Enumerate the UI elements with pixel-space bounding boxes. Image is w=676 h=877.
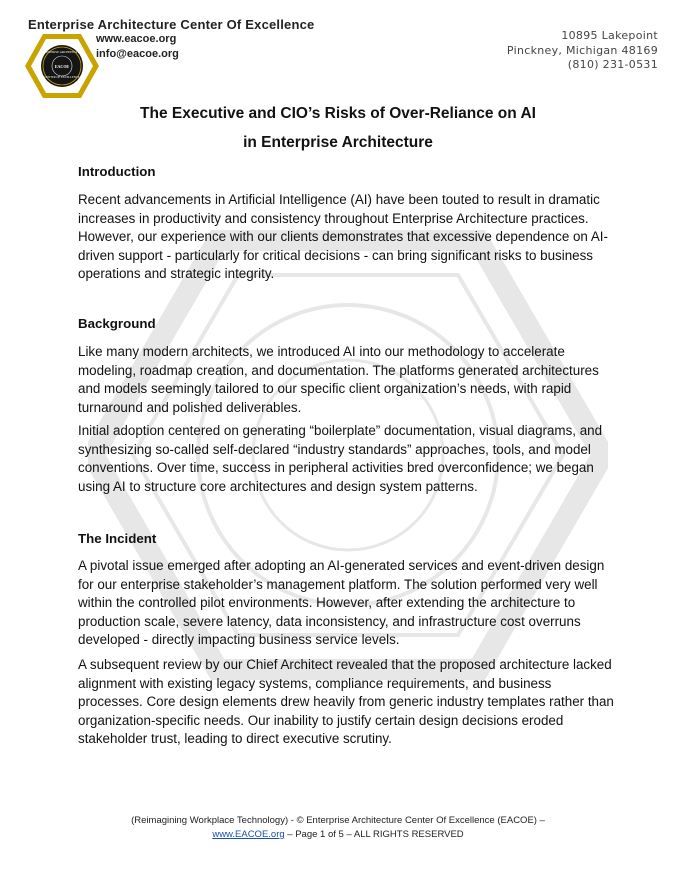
address-street: 10895 Lakepoint	[561, 29, 658, 42]
footer-page-info: – Page 1 of 5 – ALL RIGHTS RESERVED	[284, 829, 464, 840]
footer-line-2	[0, 829, 676, 840]
footer-line-1: (Reimagining Workplace Technology) - © Enterprise Architecture Center Of Excellence (EACOE) –	[131, 815, 545, 826]
logo-bottom-text: CENTER OF EXCELLENCE	[44, 75, 80, 79]
eacoe-logo	[24, 33, 100, 99]
section-heading-incident: The Incident	[78, 531, 157, 546]
incident-paragraph-2: A subsequent review by our Chief Architect revealed that the proposed architecture lacked alignment with existing legacy systems, compliance requirements, and business processes. Core design elements drew heavily from generic industry templates rather than organization-specific needs. Our inability to justify certain design decisions eroded stakeholder trust, leading to direct executive scrutiny.	[78, 657, 614, 746]
background-paragraph-2: Initial adoption centered on generating “boilerplate” documentation, visual diagrams, and synthesizing so-called self-declared “industry standards” approaches, tools, and model conventions. Over time, success in peripheral activities bred overconfidence; we began using AI to structure core architectures and design system patterns.	[78, 423, 603, 494]
introduction-paragraph: Recent advancements in Artificial Intelligence (AI) have been touted to result in dramatic increases in productivity and consistency throughout Enterprise Architecture practices. However, our experience with our clients demonstrates that excessive dependence on AI-driven support - particularly for critical decisions - can bring significant risks to business operations and strategic integrity.	[78, 192, 608, 281]
document-title-line-1: The Executive and CIO’s Risks of Over-Reliance on AI	[140, 105, 536, 122]
address-block	[507, 29, 658, 73]
incident-paragraph-1: A pivotal issue emerged after adopting an AI-generated services and event-driven design for our enterprise stakeholder’s management platform. The solution performed very well within the controlled pilot environments. However, after extending the architecture to production scale, severe latency, data inconsistency, and infrastructure cost overruns developed - directly impacting business service levels.	[78, 558, 605, 647]
organization-name: Enterprise Architecture Center Of Excellence	[28, 17, 315, 32]
logo-center-text: EACOE	[54, 64, 70, 69]
section-heading-introduction: Introduction	[78, 164, 156, 179]
background-paragraph-1: Like many modern architects, we introduced AI into our methodology to accelerate modeling, roadmap creation, and documentation. The platforms generated architectures and models seemingly tailored to our specific client organization’s needs, with rapid turnaround and polished deliverables.	[78, 344, 599, 415]
footer-website-link[interactable]: www.EACOE.org	[212, 829, 285, 840]
document-title-line-2: in Enterprise Architecture	[243, 134, 433, 151]
section-heading-background: Background	[78, 316, 156, 331]
address-phone: (810) 231-0531	[567, 58, 658, 71]
logo-top-text: ENTERPRISE ARCHITECTURE	[40, 50, 84, 54]
address-city: Pinckney, Michigan 48169	[506, 43, 658, 57]
website-link[interactable]: www.eacoe.org	[96, 33, 177, 45]
email-link[interactable]: info@eacoe.org	[96, 48, 179, 60]
